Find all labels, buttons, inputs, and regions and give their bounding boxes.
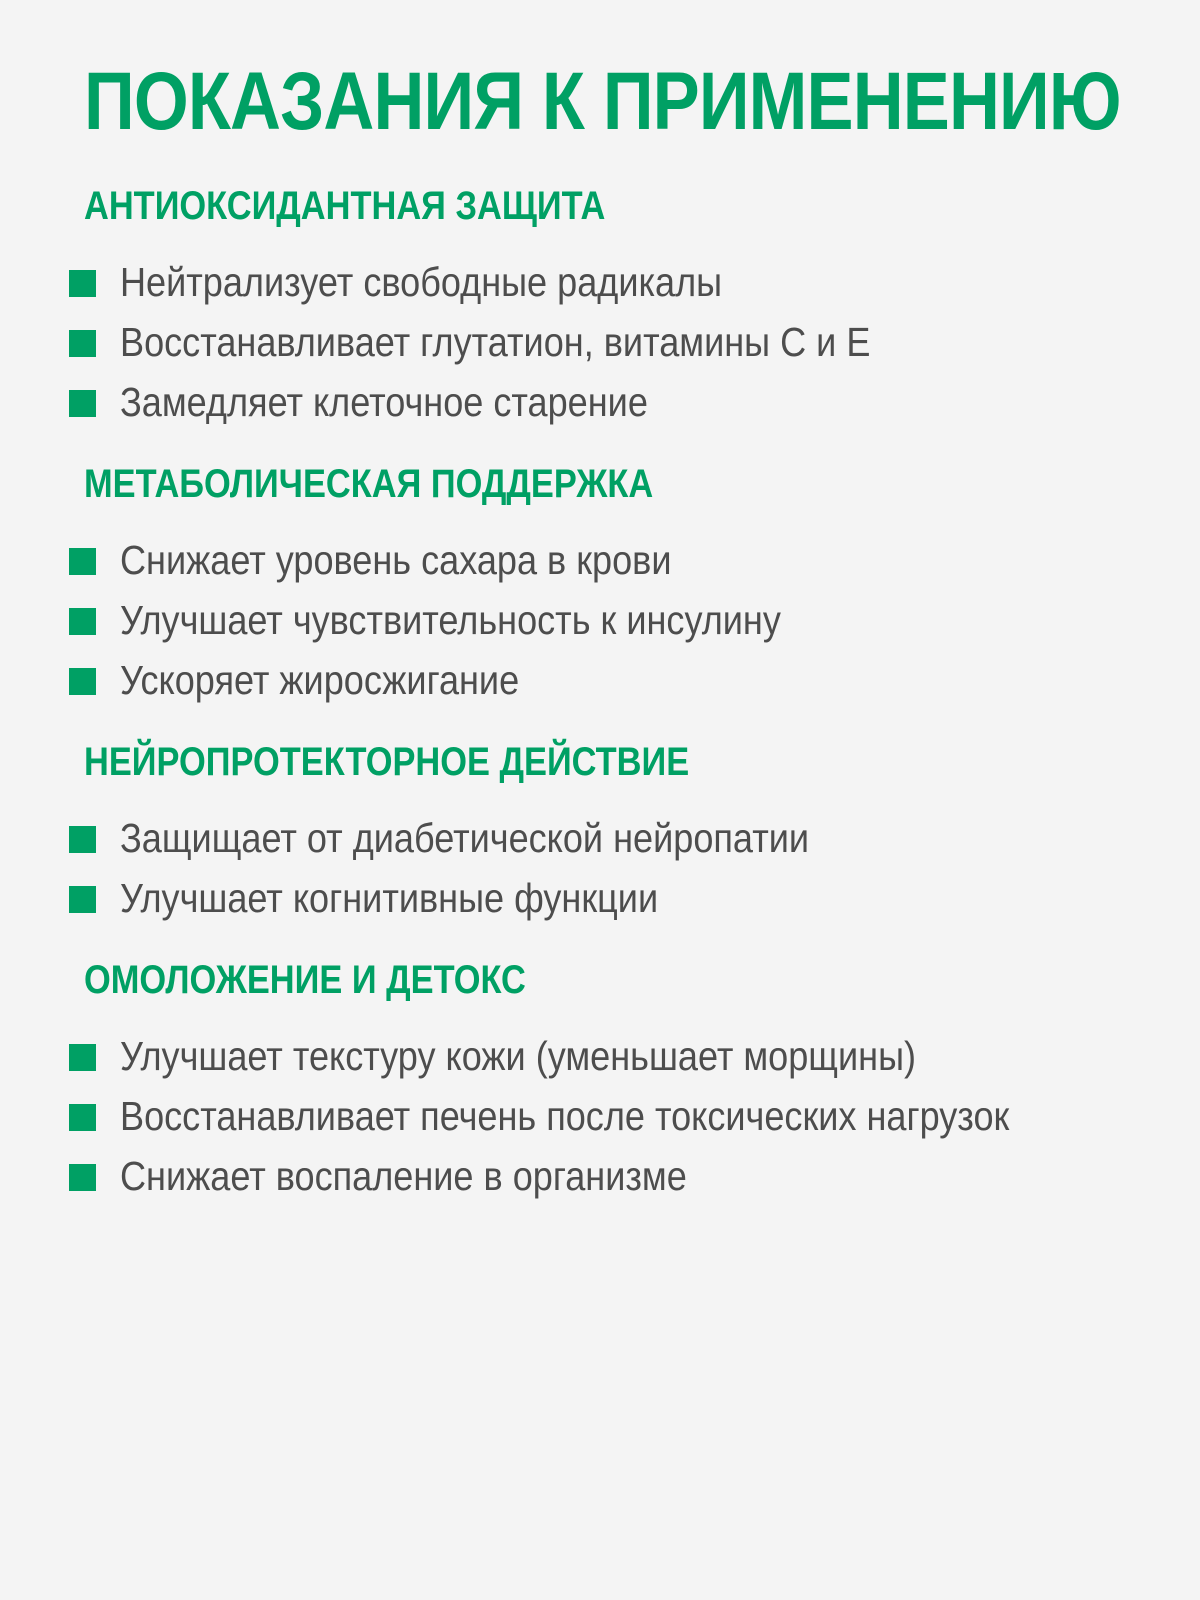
square-bullet-icon: [69, 826, 96, 853]
section-heading: АНТИОКСИДАНТНАЯ ЗАЩИТА: [84, 184, 606, 228]
square-bullet-icon: [69, 270, 96, 297]
list-item-text: Нейтрализует свободные радикалы: [120, 259, 723, 305]
indications-list: [0, 250, 1200, 430]
list-item: [0, 648, 1200, 708]
indications-list: [0, 806, 1200, 926]
section-rejuvenation-detox: [0, 956, 1200, 1204]
list-item-text: Снижает воспаление в организме: [120, 1153, 687, 1199]
list-item: [0, 370, 1200, 430]
section-antioxidant: [0, 182, 1200, 430]
square-bullet-icon: [69, 608, 96, 635]
list-item-text: Улучшает текстуру кожи (уменьшает морщины): [120, 1033, 917, 1079]
square-bullet-icon: [69, 330, 96, 357]
square-bullet-icon: [69, 886, 96, 913]
list-item: [0, 528, 1200, 588]
list-item: [0, 250, 1200, 310]
section-metabolic: [0, 460, 1200, 708]
section-heading: НЕЙРОПРОТЕКТОРНОЕ ДЕЙСТВИЕ: [84, 740, 690, 784]
list-item-text: Улучшает когнитивные функции: [120, 875, 659, 921]
list-item-text: Улучшает чувствительность к инсулину: [120, 597, 781, 643]
list-item-text: Защищает от диабетической нейропатии: [120, 815, 810, 861]
square-bullet-icon: [69, 548, 96, 575]
list-item: [0, 866, 1200, 926]
list-item: [0, 806, 1200, 866]
section-heading: МЕТАБОЛИЧЕСКАЯ ПОДДЕРЖКА: [84, 462, 654, 506]
list-item: [0, 310, 1200, 370]
list-item: [0, 588, 1200, 648]
list-item-text: Ускоряет жиросжигание: [120, 657, 520, 703]
square-bullet-icon: [69, 1164, 96, 1191]
list-item: [0, 1024, 1200, 1084]
square-bullet-icon: [69, 1044, 96, 1071]
square-bullet-icon: [69, 1104, 96, 1131]
indications-list: [0, 1024, 1200, 1204]
list-item-text: Снижает уровень сахара в крови: [120, 537, 672, 583]
list-item: [0, 1144, 1200, 1204]
indications-list: [0, 528, 1200, 708]
list-item-text: Восстанавливает глутатион, витамины С и Е: [120, 319, 871, 365]
square-bullet-icon: [69, 668, 96, 695]
list-item: [0, 1084, 1200, 1144]
list-item-text: Восстанавливает печень после токсических нагрузок: [120, 1093, 1010, 1139]
section-neuroprotective: [0, 738, 1200, 926]
list-item-text: Замедляет клеточное старение: [120, 379, 648, 425]
page-title: ПОКАЗАНИЯ К ПРИМЕНЕНИЮ: [84, 56, 1121, 147]
square-bullet-icon: [69, 390, 96, 417]
section-heading: ОМОЛОЖЕНИЕ И ДЕТОКС: [84, 958, 526, 1002]
